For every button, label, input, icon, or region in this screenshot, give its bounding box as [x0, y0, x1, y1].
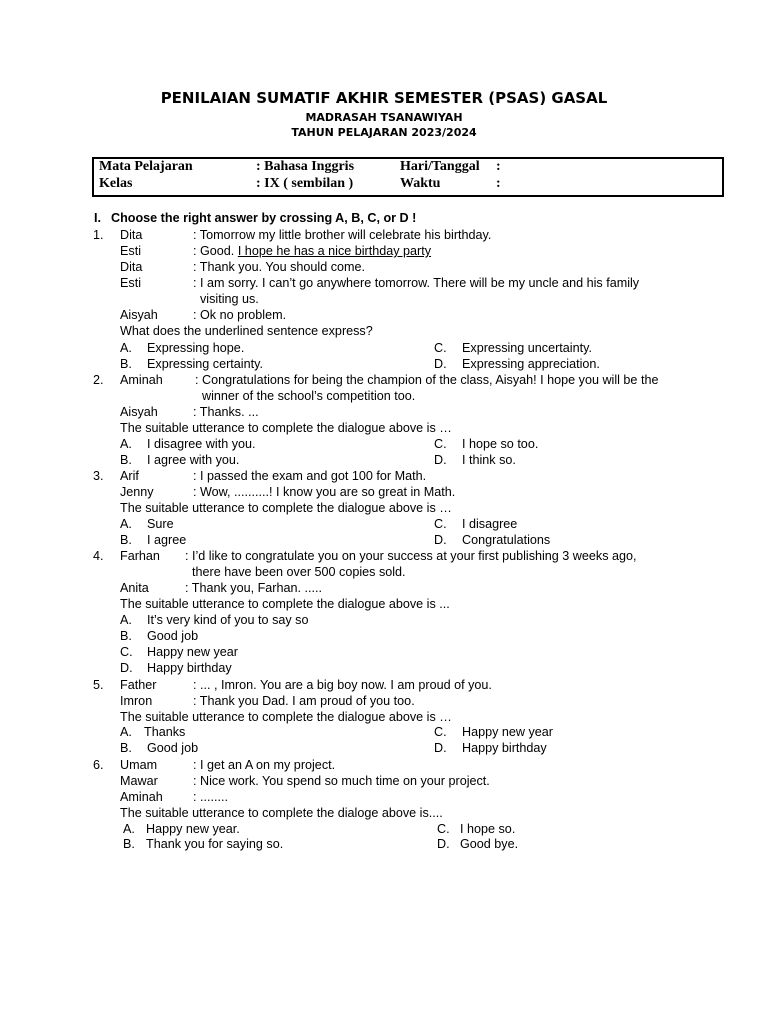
- q5-line: : ... , Imron. You are a big boy now. I am proud of you.: [193, 678, 492, 692]
- q4-line: : I’d like to congratulate you on your success at your first publishing 3 weeks ago,: [185, 549, 637, 563]
- q2-option-c[interactable]: I hope so too.: [462, 437, 539, 451]
- q5-line: : Thank you Dad. I am proud of you too.: [193, 694, 415, 708]
- q2-option-d-letter[interactable]: D.: [434, 453, 447, 467]
- q3-question: The suitable utterance to complete the dialogue above is …: [120, 501, 452, 515]
- q2-line-continued: winner of the school’s competition too.: [202, 389, 416, 403]
- section-numeral: I.: [94, 211, 101, 225]
- q2-option-d[interactable]: I think so.: [462, 453, 516, 467]
- q1-option-b[interactable]: Expressing certainty.: [147, 357, 263, 371]
- q3-number: 3.: [93, 469, 104, 483]
- exam-title: PENILAIAN SUMATIF AKHIR SEMESTER (PSAS) GASAL: [160, 89, 608, 107]
- subject-label: Mata Pelajaran: [99, 159, 193, 174]
- q2-line: : Thanks. ...: [193, 405, 259, 419]
- q6-speaker: Aminah: [120, 790, 163, 804]
- q6-option-b[interactable]: Thank you for saying so.: [146, 837, 284, 851]
- q1-number: 1.: [93, 228, 104, 242]
- q1-option-a[interactable]: Expressing hope.: [147, 341, 245, 355]
- q3-option-b-letter[interactable]: B.: [120, 533, 132, 547]
- q2-option-c-letter[interactable]: C.: [434, 437, 447, 451]
- q1-speaker: Dita: [120, 260, 143, 274]
- q6-option-b-letter[interactable]: B.: [123, 837, 135, 851]
- q1-speaker: Aisyah: [120, 308, 158, 322]
- q6-line: : I get an A on my project.: [193, 758, 336, 772]
- section-instruction: Choose the right answer by crossing A, B, C, or D !: [111, 211, 417, 225]
- q3-option-a[interactable]: Sure: [147, 517, 174, 531]
- q1-line: : Ok no problem.: [193, 308, 287, 322]
- q6-option-a-letter[interactable]: A.: [123, 822, 135, 836]
- q4-speaker: Farhan: [120, 549, 160, 563]
- q2-option-a-letter[interactable]: A.: [120, 437, 132, 451]
- q3-speaker: Jenny: [120, 485, 154, 499]
- day-label: Hari/Tanggal: [400, 159, 480, 174]
- q5-option-d[interactable]: Happy birthday: [462, 741, 547, 755]
- q1-line: : Thank you. You should come.: [193, 260, 366, 274]
- q6-speaker: Umam: [120, 758, 158, 772]
- q1-speaker: Dita: [120, 228, 143, 242]
- q2-speaker: Aminah: [120, 373, 163, 387]
- q5-number: 5.: [93, 678, 104, 692]
- q5-question: The suitable utterance to complete the dialogue above is …: [120, 710, 452, 724]
- subject-value: : Bahasa Inggris: [256, 159, 355, 174]
- q1-line-continued: visiting us.: [200, 292, 259, 306]
- q1-question: What does the underlined sentence express?: [120, 324, 373, 338]
- q2-speaker: Aisyah: [120, 405, 158, 419]
- school-name: MADRASAH TSANAWIYAH: [305, 111, 463, 124]
- q1-option-c[interactable]: Expressing uncertainty.: [462, 341, 592, 355]
- q6-option-c[interactable]: I hope so.: [460, 822, 516, 836]
- q4-option-b-letter[interactable]: B.: [120, 629, 132, 643]
- class-value: : IX ( sembilan ): [256, 176, 354, 191]
- q1-underlined-sentence: I hope he has a nice birthday party: [237, 244, 432, 258]
- q1-speaker: Esti: [120, 244, 141, 258]
- q1-option-b-letter[interactable]: B.: [120, 357, 132, 371]
- q1-option-c-letter[interactable]: C.: [434, 341, 447, 355]
- q3-option-d-letter[interactable]: D.: [434, 533, 447, 547]
- q1-option-a-letter[interactable]: A.: [120, 341, 132, 355]
- q4-option-a-letter[interactable]: A.: [120, 613, 132, 627]
- q4-speaker: Anita: [120, 581, 149, 595]
- academic-year: TAHUN PELAJARAN 2023/2024: [291, 126, 477, 139]
- q3-option-c[interactable]: I disagree: [462, 517, 518, 531]
- q5-option-d-letter[interactable]: D.: [434, 741, 447, 755]
- q5-option-c-letter[interactable]: C.: [434, 725, 447, 739]
- q4-option-d[interactable]: Happy birthday: [147, 661, 232, 675]
- q1-line: : I am sorry. I can’t go anywhere tomorrow. There will be my uncle and his family: [193, 276, 640, 290]
- q2-line: : Congratulations for being the champion of the class, Aisyah! I hope you will be the: [195, 373, 659, 387]
- q5-option-c[interactable]: Happy new year: [462, 725, 554, 739]
- class-label: Kelas: [99, 176, 133, 191]
- q6-line: : Nice work. You spend so much time on your project.: [193, 774, 490, 788]
- q5-option-b-letter[interactable]: B.: [120, 741, 132, 755]
- q3-option-a-letter[interactable]: A.: [120, 517, 132, 531]
- q1-line: [193, 244, 431, 258]
- q3-option-b[interactable]: I agree: [147, 533, 187, 547]
- q6-number: 6.: [93, 758, 104, 772]
- q6-option-d[interactable]: Good bye.: [460, 837, 519, 851]
- q5-speaker: Imron: [120, 694, 153, 708]
- q1-line: : Tomorrow my little brother will celebrate his birthday.: [193, 228, 492, 242]
- q2-question: The suitable utterance to complete the dialogue above is …: [120, 421, 452, 435]
- q1-speaker: Esti: [120, 276, 141, 290]
- q1-option-d[interactable]: Expressing appreciation.: [462, 357, 600, 371]
- q4-option-c[interactable]: Happy new year: [147, 645, 239, 659]
- q4-option-a[interactable]: It’s very kind of you to say so: [147, 613, 309, 627]
- q1-line-prefix: : Good.: [193, 244, 238, 258]
- q4-option-b[interactable]: Good job: [147, 629, 199, 643]
- q3-line: : I passed the exam and got 100 for Math.: [193, 469, 427, 483]
- q2-option-a[interactable]: I disagree with you.: [147, 437, 256, 451]
- q2-number: 2.: [93, 373, 104, 387]
- q3-option-c-letter[interactable]: C.: [434, 517, 447, 531]
- q4-line-continued: there have been over 500 copies sold.: [192, 565, 406, 579]
- time-label: Waktu: [400, 176, 441, 191]
- q6-option-c-letter[interactable]: C.: [437, 822, 450, 836]
- day-value: :: [496, 159, 501, 174]
- q4-line: : Thank you, Farhan. .....: [185, 581, 322, 595]
- q6-speaker: Mawar: [120, 774, 158, 788]
- q5-option-b[interactable]: Good job: [147, 741, 199, 755]
- q3-speaker: Arif: [120, 469, 139, 483]
- q5-speaker: Father: [120, 678, 157, 692]
- q4-option-c-letter[interactable]: C.: [120, 645, 133, 659]
- q4-option-d-letter[interactable]: D.: [120, 661, 133, 675]
- q5-option-a-letter[interactable]: A.: [120, 725, 132, 739]
- q3-option-d[interactable]: Congratulations: [462, 533, 551, 547]
- q2-option-b[interactable]: I agree with you.: [147, 453, 240, 467]
- q5-option-a[interactable]: Thanks: [144, 725, 186, 739]
- q6-option-a[interactable]: Happy new year.: [146, 822, 240, 836]
- q4-question: The suitable utterance to complete the dialogue above is ...: [120, 597, 450, 611]
- time-value: :: [496, 176, 501, 191]
- q4-number: 4.: [93, 549, 104, 563]
- q2-option-b-letter[interactable]: B.: [120, 453, 132, 467]
- q6-question: The suitable utterance to complete the dialoge above is....: [120, 806, 443, 820]
- q6-line: : ........: [193, 790, 228, 804]
- q6-option-d-letter[interactable]: D.: [437, 837, 450, 851]
- q3-line: : Wow, ..........! I know you are so great in Math.: [193, 485, 456, 499]
- q1-option-d-letter[interactable]: D.: [434, 357, 447, 371]
